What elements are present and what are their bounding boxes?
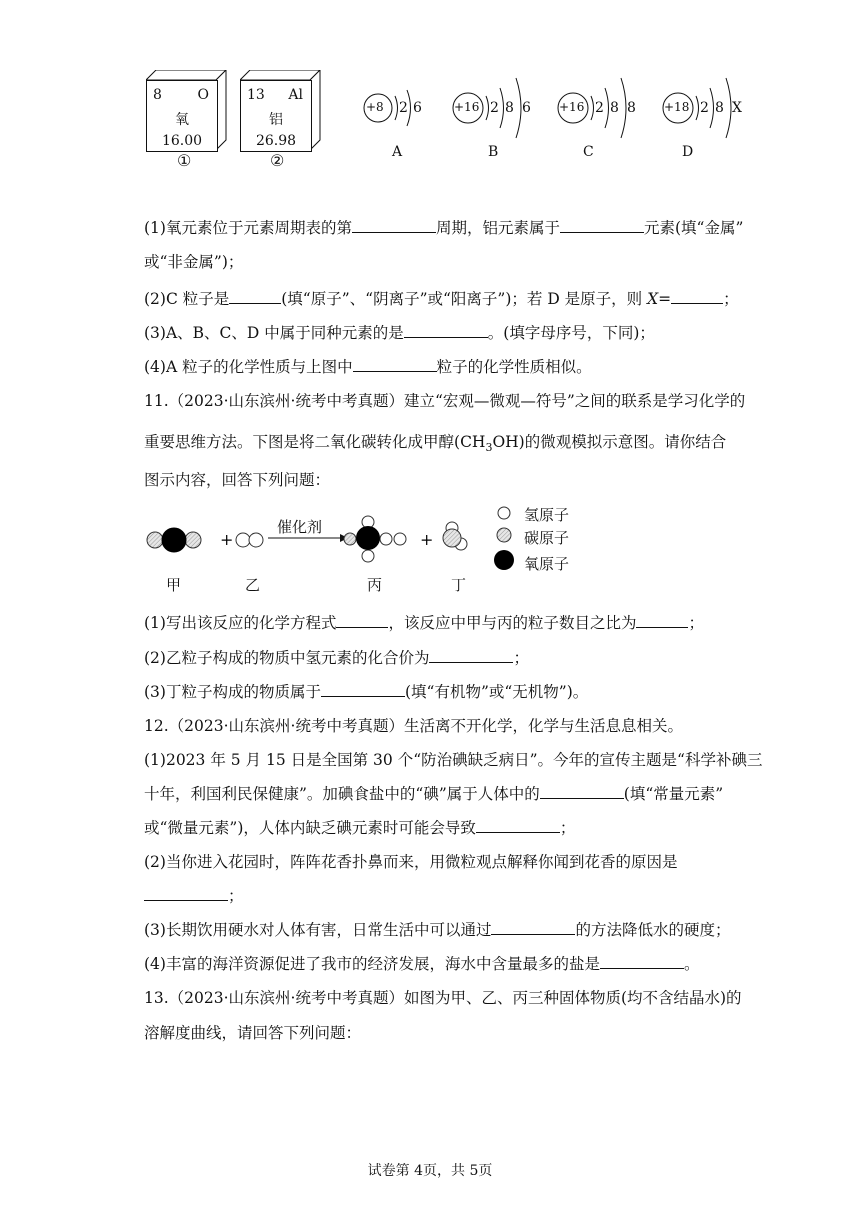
q11-stem-line2: 重要思维方法。下图是将二氧化碳转化成甲醇$(CH_3OH)$的微观模拟示意图。请你结合 (144, 433, 727, 455)
nucleus-charge: +18 (664, 100, 690, 114)
shell-electrons: 8 (627, 100, 636, 116)
shell-electrons: 8 (610, 100, 619, 116)
answer-blank[interactable] (229, 289, 281, 304)
carbon-atom-icon (497, 528, 511, 542)
atom-diagram-b (450, 72, 540, 142)
q10-part1-cont: 或“非金属”)； (144, 253, 244, 271)
molecule-label-jia: 甲 (166, 576, 182, 594)
molecule-h2 (236, 533, 263, 547)
q11-stem-line1: 11.（2023·山东滨州·统考中考真题）建立“宏观—微观—符号”之间的联系是学习化学的 (144, 392, 746, 410)
q12-part2-line2: ； (144, 886, 244, 906)
legend-hydrogen: 氢原子 (524, 506, 570, 524)
element-name: 氧 (175, 112, 189, 128)
legend-carbon: 碳原子 (524, 529, 570, 547)
shell-electrons: 2 (595, 100, 604, 116)
answer-blank[interactable] (491, 920, 575, 935)
answer-blank[interactable] (600, 954, 684, 969)
answer-blank[interactable] (671, 289, 723, 304)
q10-part3: (3)A、B、C、D 中属于同种元素的是 。(填字母序号，下同)； (144, 324, 655, 342)
answer-blank[interactable] (429, 648, 513, 663)
answer-blank[interactable] (144, 886, 228, 901)
element-card-label: ② (270, 151, 285, 170)
element-symbol: O (197, 87, 209, 103)
molecule-label-bing: 丙 (367, 576, 383, 594)
element-card-oxygen (146, 70, 228, 152)
answer-blank[interactable] (540, 784, 624, 799)
molecule-methanol (344, 516, 406, 562)
answer-blank[interactable] (352, 218, 436, 233)
answer-blank[interactable] (353, 357, 437, 372)
shell-electrons: 8 (715, 100, 724, 116)
atomic-mass: 16.00 (161, 133, 203, 149)
q10-part2: (2)C 粒子是 (填“原子”、“阴离子”或“阳离子”)；若 D 是原子，则 X= ； (144, 290, 739, 308)
answer-blank[interactable] (336, 613, 388, 628)
q12-part4: (4)丰富的海洋资源促进了我市的经济发展，海水中含量最多的盐是 。 (144, 955, 700, 973)
answer-blank[interactable] (476, 818, 560, 833)
atom-label: B (488, 144, 499, 160)
answer-blank[interactable] (404, 323, 488, 338)
molecule-label-yi: 乙 (245, 576, 261, 594)
q12-part3: (3)长期饮用硬水对人体有害，日常生活中可以通过 的方法降低水的硬度； (144, 921, 731, 939)
atom-diagram-d (660, 72, 755, 142)
atom-diagram-c (555, 72, 645, 142)
q11-part1: (1)写出该反应的化学方程式 ，该反应中甲与丙的粒子数目之比为 ； (144, 614, 704, 632)
atomic-mass: 26.98 (255, 133, 297, 149)
atomic-number: 13 (247, 87, 265, 103)
nucleus-charge: +16 (454, 100, 480, 114)
q10-part1: (1)氧元素位于元素周期表的第 周期，铝元素属于 元素(填“金属” (144, 219, 744, 237)
q11-stem-line3: 图示内容，回答下列问题： (144, 471, 331, 489)
molecule-label-ding: 丁 (451, 576, 467, 594)
plus-sign: + (220, 530, 234, 549)
q13-stem-line2: 溶解度曲线，请回答下列问题： (144, 1024, 362, 1042)
answer-blank[interactable] (321, 682, 405, 697)
element-card-face (146, 80, 218, 152)
answer-blank[interactable] (560, 218, 644, 233)
element-name: 铝 (269, 112, 283, 128)
q10-part4: (4)A 粒子的化学性质与上图中 粒子的化学性质相似。 (144, 358, 592, 376)
page-footer: 试卷第 4页，共 5页 (367, 1163, 493, 1179)
nucleus-charge: +16 (559, 100, 585, 114)
q11-part3: (3)丁粒子构成的物质属于 (填“有机物”或“无机物”)。 (144, 683, 589, 701)
shell-electrons: 2 (700, 100, 709, 116)
shell-electrons: 2 (490, 100, 499, 116)
oxygen-atom-icon (494, 550, 514, 570)
element-card-label: ① (177, 151, 192, 170)
molecule-water (443, 522, 467, 550)
atom-diagram-a (362, 78, 422, 140)
shell-electrons: 2 (399, 100, 408, 116)
q13-stem-line1: 13.（2023·山东滨州·统考中考真题）如图为甲、乙、丙三种固体物质(均不含结晶水)的 (144, 989, 742, 1007)
nucleus-charge: +8 (366, 100, 384, 114)
answer-blank[interactable] (636, 613, 688, 628)
q12-part1-line1: (1)2023 年 5 月 15 日是全国第 30 个“防治碘缺乏病日”。今年的宣传主题是“科学补碘三 (144, 751, 763, 769)
catalyst-label: 催化剂 (277, 518, 323, 536)
shell-electrons: 8 (505, 100, 514, 116)
q12-stem: 12.（2023·山东滨州·统考中考真题）生活离不开化学，化学与生活息息相关。 (144, 717, 683, 735)
q11-part2: (2)乙粒子构成的物质中氢元素的化合价为 ； (144, 649, 529, 667)
q12-part2-line1: (2)当你进入花园时，阵阵花香扑鼻而来，用微粒观点解释你闻到花香的原因是 (144, 853, 678, 871)
q12-part1-line2: 十年，利国利民保健康”。加碘食盐中的“碘”属于人体中的 (填“常量元素” (144, 785, 724, 803)
atom-label: C (583, 144, 594, 160)
hydrogen-atom-icon (498, 507, 510, 519)
element-symbol: Al (288, 87, 303, 103)
shell-electrons: 6 (522, 100, 531, 116)
atom-label: A (392, 144, 403, 160)
element-card-aluminum (240, 70, 322, 152)
element-card-face (240, 80, 312, 152)
shell-electrons: X (732, 100, 742, 116)
shell-electrons: 6 (413, 100, 422, 116)
plus-sign: + (420, 530, 434, 549)
atom-label: D (682, 144, 694, 160)
atomic-number: 8 (153, 87, 162, 103)
q12-part1-line3: 或“微量元素”)，人体内缺乏碘元素时可能会导致 ； (144, 819, 576, 837)
legend-oxygen: 氧原子 (524, 555, 570, 573)
molecule-co2 (147, 528, 201, 552)
